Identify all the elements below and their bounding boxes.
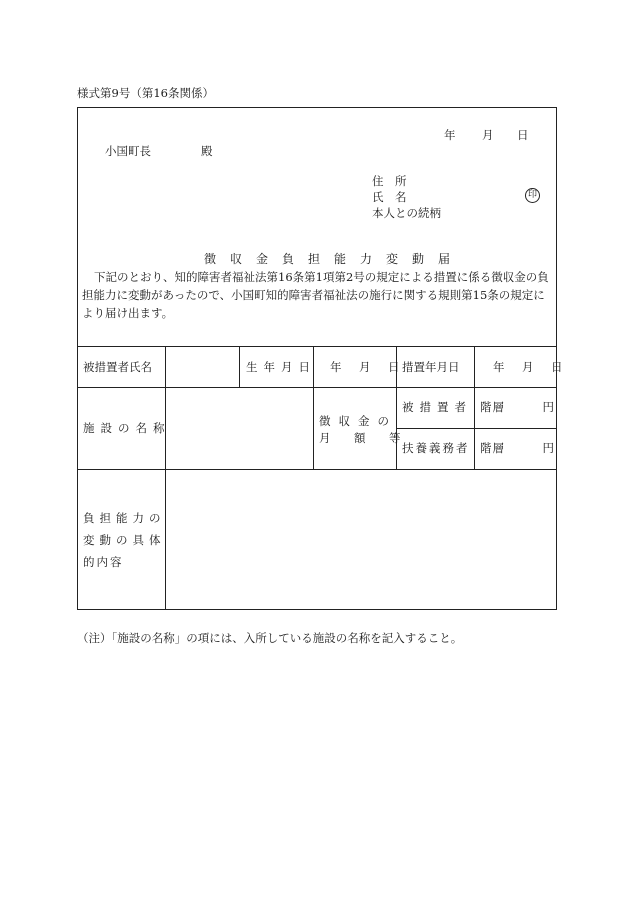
col-label-line: [165, 346, 166, 610]
guardian-label: 扶養義務者: [402, 441, 470, 455]
name-label: 氏 名: [372, 190, 407, 204]
fee-label-line1: 徴収金の: [319, 414, 397, 428]
placement-date-value: 年 月 日: [493, 360, 566, 374]
birth-date-value: 年 月 日: [330, 360, 403, 374]
form-number: 様式第9号（第16条関係）: [77, 86, 214, 100]
body-text: 下記のとおり、知的障害者福祉法第16条第1項第2号の規定による措置に係る徴収金の負担能力に変動があったので、小国町知的障害者福祉法の施行に関する規則第15条の規定により届け出ます。: [82, 270, 549, 320]
relation-label: 本人との続柄: [372, 206, 441, 220]
addressee: 小国町長: [105, 144, 151, 158]
fee-label-line2: 月 額 等: [319, 431, 407, 445]
fee-split-line: [396, 428, 557, 429]
row2-bottom-line: [77, 469, 557, 470]
seal-icon: 印: [525, 188, 540, 203]
date-day: 日: [517, 128, 529, 142]
placed-person-label: 被措置者: [402, 400, 472, 414]
form-title: 徴収金負担能力変動届: [204, 252, 465, 266]
row1-bottom-line: [77, 387, 557, 388]
change-details-line2: 変動の具体: [83, 533, 166, 547]
facility-name-label: 施設の名称: [83, 421, 171, 435]
change-details-line1: 負担能力の: [83, 511, 166, 525]
birth-date-label: 生年月日: [246, 360, 316, 374]
placed-person-value: 階層 円: [480, 400, 555, 414]
col-right-line: [474, 346, 475, 469]
guardian-value: 階層 円: [480, 441, 555, 455]
date-year: 年: [444, 128, 456, 142]
honorific: 殿: [201, 144, 213, 158]
footnote: （注）「施設の名称」の項には、入所している施設の名称を記入すること。: [77, 631, 463, 645]
change-details-line3: 的内容: [83, 555, 124, 569]
placement-date-label: 措置年月日: [402, 360, 460, 374]
address-label: 住 所: [372, 174, 407, 188]
col-birth-line: [239, 346, 240, 387]
table-top-line: [77, 346, 557, 347]
person-name-label: 被措置者氏名: [83, 360, 152, 374]
date-month: 月: [482, 128, 494, 142]
